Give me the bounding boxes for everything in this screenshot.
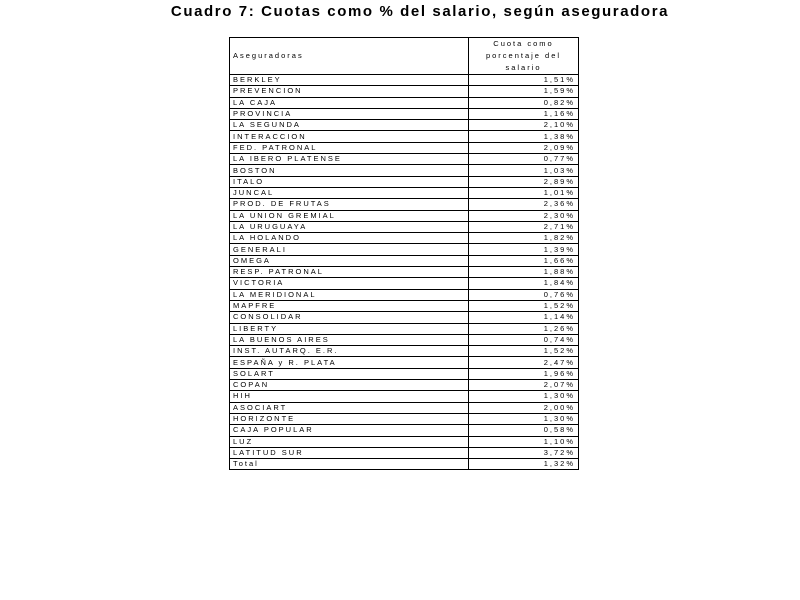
insurer-name-cell: LA CAJA <box>230 97 469 108</box>
insurer-name-cell: LA UNION GREMIAL <box>230 210 469 221</box>
insurer-name-cell: LA SEGUNDA <box>230 120 469 131</box>
table-row <box>230 278 579 289</box>
table-row <box>230 97 579 108</box>
table-row <box>230 447 579 458</box>
insurer-name-cell: BERKLEY <box>230 75 469 86</box>
insurer-name-cell: ITALO <box>230 176 469 187</box>
quota-value-cell: 0,82% <box>469 97 579 108</box>
quota-value-cell: 0,76% <box>469 289 579 300</box>
quota-value-cell: 1,59% <box>469 86 579 97</box>
quota-value-cell: 1,38% <box>469 131 579 142</box>
insurer-name-cell: MAPFRE <box>230 300 469 311</box>
quota-value-cell: 1,16% <box>469 108 579 119</box>
insurer-name-cell: LIBERTY <box>230 323 469 334</box>
table-row <box>230 391 579 402</box>
quota-value-cell: 2,71% <box>469 221 579 232</box>
table-row <box>230 312 579 323</box>
quota-value-cell: 1,32% <box>469 459 579 470</box>
table-row <box>230 199 579 210</box>
table-title: Cuadro 7: Cuotas como % del salario, según aseguradora <box>170 3 670 20</box>
column-header-quota: Cuota como porcentaje del salario <box>469 38 579 75</box>
insurer-name-cell: PROD. DE FRUTAS <box>230 199 469 210</box>
quota-value-cell: 1,51% <box>469 75 579 86</box>
insurer-name-cell: LA IBERO PLATENSE <box>230 154 469 165</box>
insurer-name-cell: LA HOLANDO <box>230 233 469 244</box>
table-row <box>230 267 579 278</box>
table-row <box>230 425 579 436</box>
quota-value-cell: 1,52% <box>469 300 579 311</box>
quota-value-cell: 2,30% <box>469 210 579 221</box>
insurer-name-cell: BOSTON <box>230 165 469 176</box>
insurer-name-cell: Total <box>230 459 469 470</box>
quota-value-cell: 1,10% <box>469 436 579 447</box>
insurer-name-cell: GENERALI <box>230 244 469 255</box>
insurer-name-cell: FED. PATRONAL <box>230 142 469 153</box>
quota-value-cell: 1,26% <box>469 323 579 334</box>
quota-value-cell: 1,30% <box>469 391 579 402</box>
insurer-name-cell: INTERACCION <box>230 131 469 142</box>
insurers-table <box>229 37 579 470</box>
table-row <box>230 86 579 97</box>
table-row <box>230 187 579 198</box>
table-header-row <box>230 38 579 75</box>
table-row <box>230 233 579 244</box>
quota-value-cell: 2,47% <box>469 357 579 368</box>
table-row <box>230 380 579 391</box>
insurer-name-cell: SOLART <box>230 368 469 379</box>
table-row <box>230 210 579 221</box>
quota-value-cell: 1,30% <box>469 413 579 424</box>
table-row <box>230 120 579 131</box>
table-row <box>230 334 579 345</box>
table-row <box>230 346 579 357</box>
table-total-row <box>230 459 579 470</box>
table-row <box>230 357 579 368</box>
quota-value-cell: 0,77% <box>469 154 579 165</box>
quota-value-cell: 1,52% <box>469 346 579 357</box>
quota-value-cell: 1,03% <box>469 165 579 176</box>
quota-value-cell: 1,84% <box>469 278 579 289</box>
quota-value-cell: 0,58% <box>469 425 579 436</box>
table-row <box>230 255 579 266</box>
insurer-name-cell: LUZ <box>230 436 469 447</box>
insurer-name-cell: CONSOLIDAR <box>230 312 469 323</box>
quota-value-cell: 1,96% <box>469 368 579 379</box>
insurer-name-cell: PROVINCIA <box>230 108 469 119</box>
table-row <box>230 108 579 119</box>
insurer-name-cell: HIH <box>230 391 469 402</box>
table-row <box>230 176 579 187</box>
table-row <box>230 402 579 413</box>
quota-value-cell: 2,10% <box>469 120 579 131</box>
insurer-name-cell: VICTORIA <box>230 278 469 289</box>
insurer-name-cell: LA BUENOS AIRES <box>230 334 469 345</box>
quota-value-cell: 2,09% <box>469 142 579 153</box>
insurer-name-cell: ASOCIART <box>230 402 469 413</box>
quota-value-cell: 1,01% <box>469 187 579 198</box>
quota-value-cell: 1,88% <box>469 267 579 278</box>
table-row <box>230 131 579 142</box>
quota-value-cell: 2,07% <box>469 380 579 391</box>
insurer-name-cell: LATITUD SUR <box>230 447 469 458</box>
table-body <box>230 75 579 470</box>
quota-value-cell: 3,72% <box>469 447 579 458</box>
quota-value-cell: 1,82% <box>469 233 579 244</box>
table-row <box>230 368 579 379</box>
column-header-insurers: Aseguradoras <box>230 38 469 75</box>
insurer-name-cell: CAJA POPULAR <box>230 425 469 436</box>
table-row <box>230 154 579 165</box>
insurer-name-cell: COPAN <box>230 380 469 391</box>
table-row <box>230 323 579 334</box>
quota-value-cell: 2,89% <box>469 176 579 187</box>
quota-value-cell: 1,66% <box>469 255 579 266</box>
quota-value-cell: 1,39% <box>469 244 579 255</box>
table-row <box>230 221 579 232</box>
insurer-name-cell: LA URUGUAYA <box>230 221 469 232</box>
quota-value-cell: 1,14% <box>469 312 579 323</box>
insurer-name-cell: RESP. PATRONAL <box>230 267 469 278</box>
quota-value-cell: 2,00% <box>469 402 579 413</box>
quota-value-cell: 0,74% <box>469 334 579 345</box>
insurer-name-cell: ESPAÑA y R. PLATA <box>230 357 469 368</box>
insurer-name-cell: HORIZONTE <box>230 413 469 424</box>
insurer-name-cell: PREVENCION <box>230 86 469 97</box>
insurer-name-cell: INST. AUTARQ. E.R. <box>230 346 469 357</box>
quota-value-cell: 2,36% <box>469 199 579 210</box>
table-row <box>230 75 579 86</box>
insurer-name-cell: JUNCAL <box>230 187 469 198</box>
table-row <box>230 413 579 424</box>
insurer-name-cell: LA MERIDIONAL <box>230 289 469 300</box>
table-row <box>230 289 579 300</box>
table-row <box>230 436 579 447</box>
table-row <box>230 142 579 153</box>
table-row <box>230 244 579 255</box>
table-row <box>230 300 579 311</box>
table-row <box>230 165 579 176</box>
insurer-name-cell: OMEGA <box>230 255 469 266</box>
